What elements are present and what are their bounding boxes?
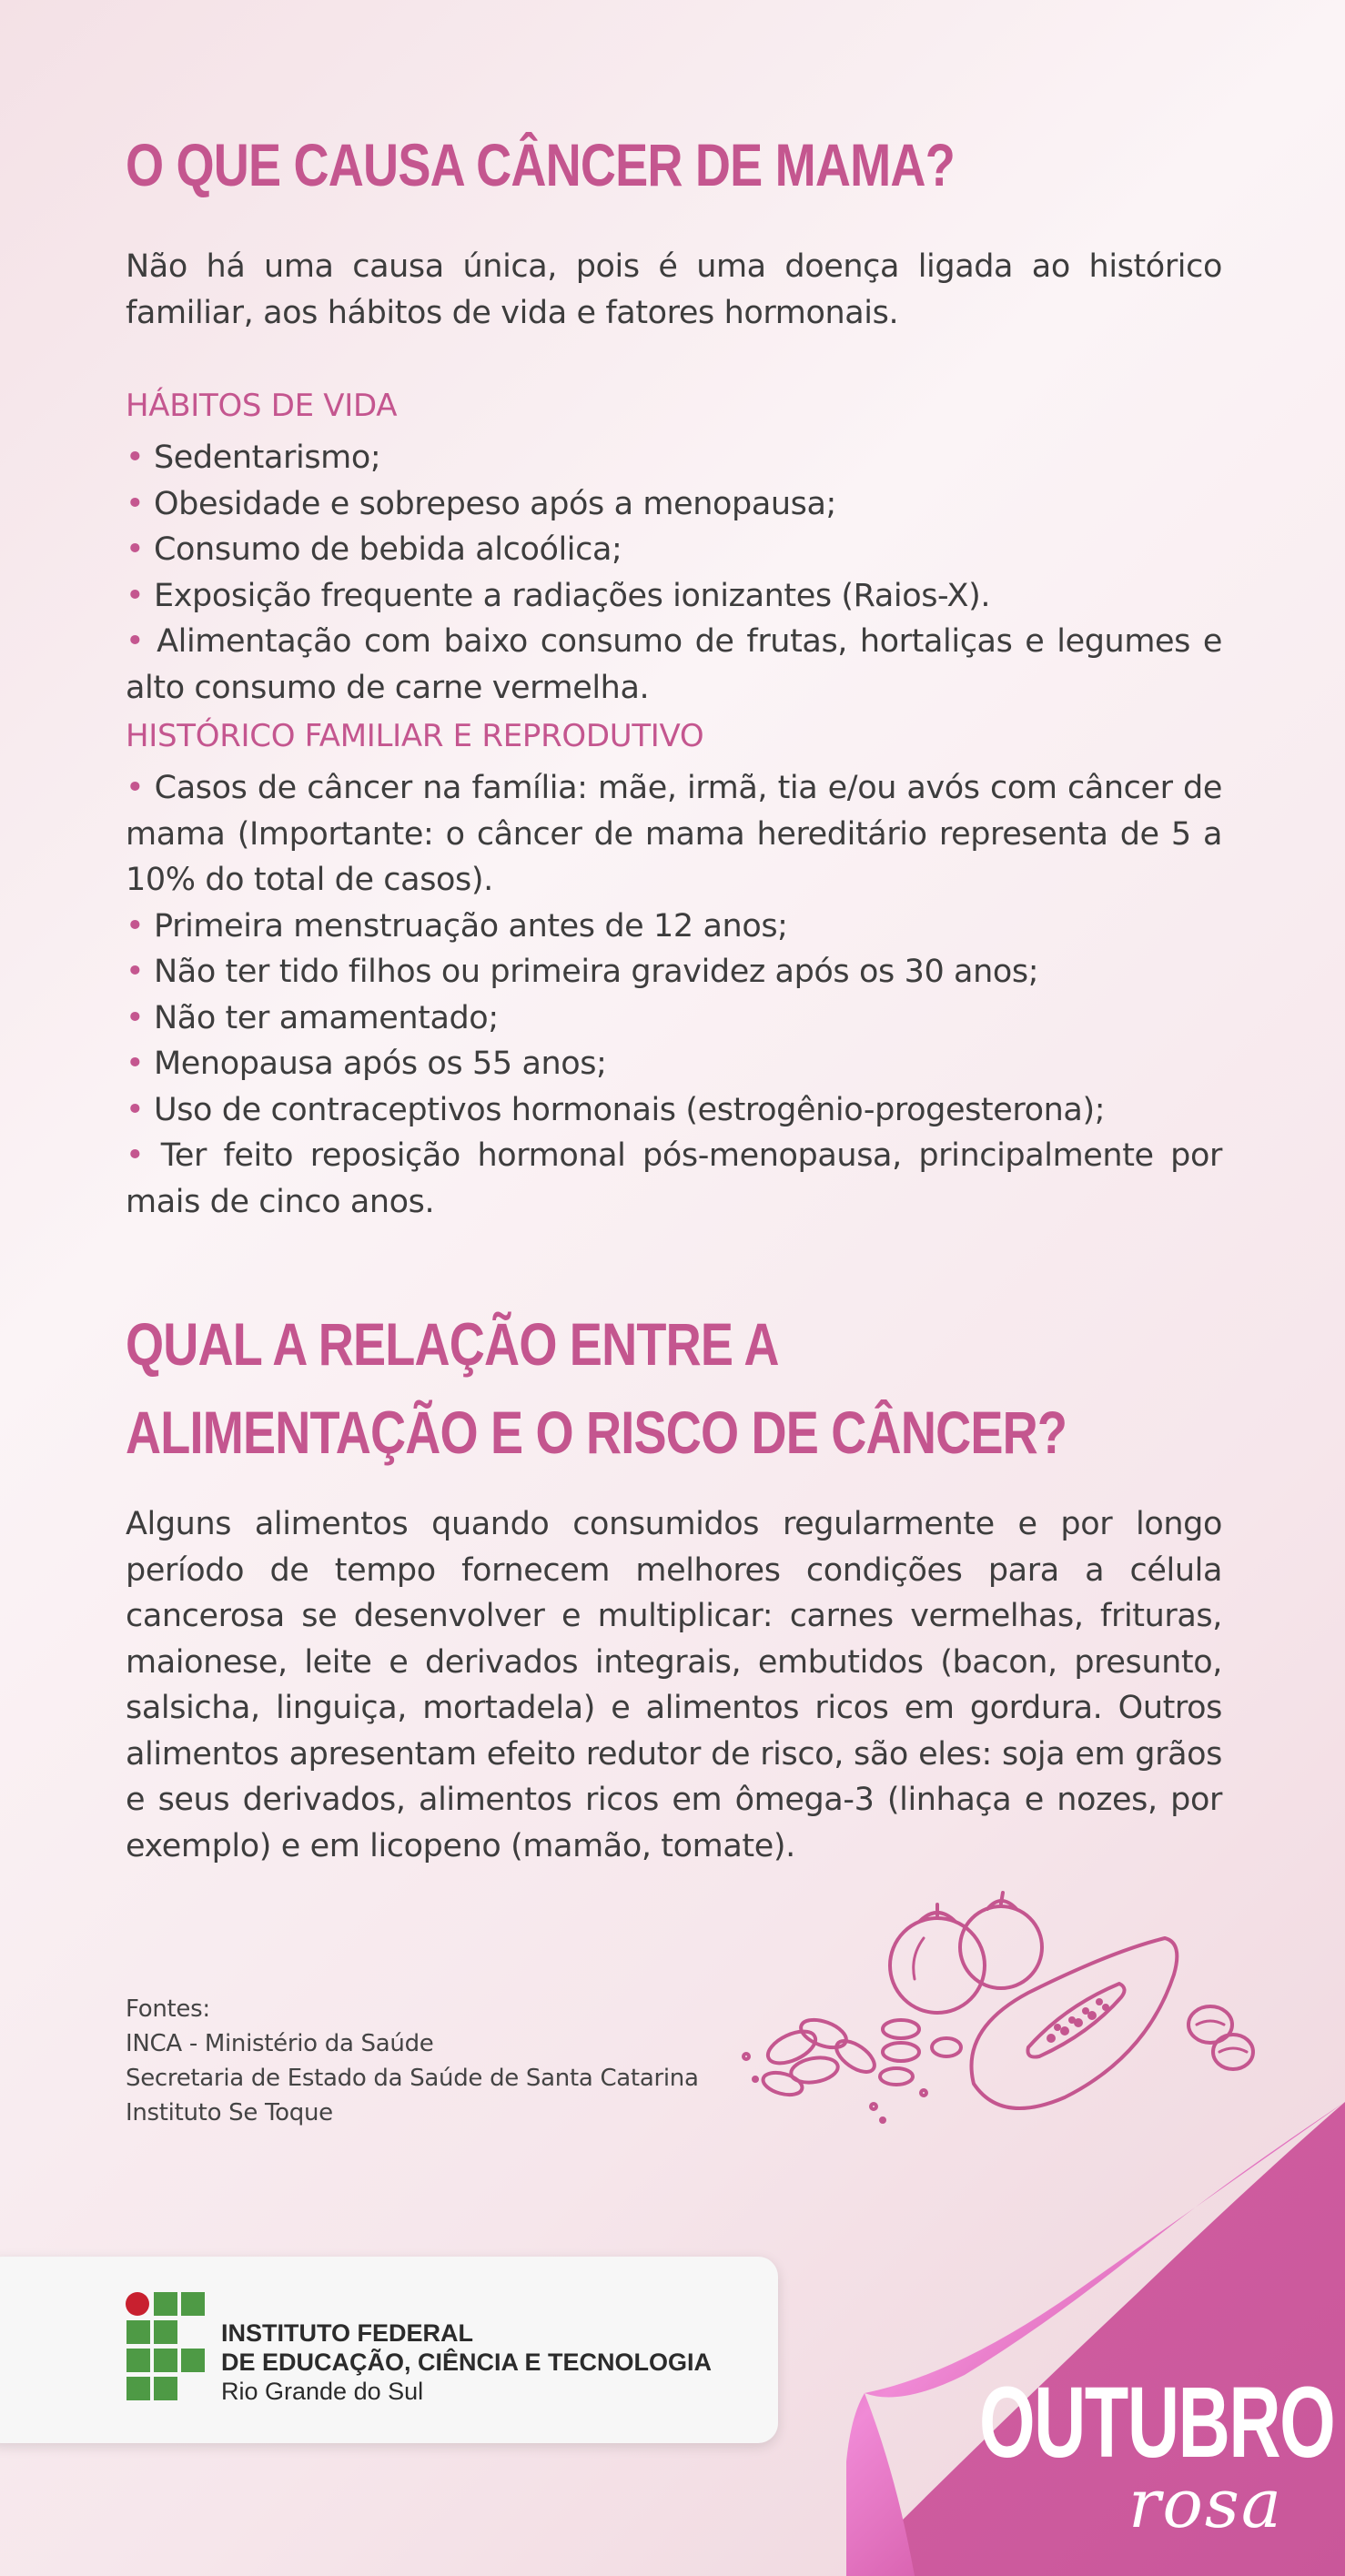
list-item: • Não ter tido filhos ou primeira gravidez após os 30 anos; — [126, 954, 1039, 990]
list-item: • Exposição frequente a radiações ionizantes (Raios-X). — [126, 577, 991, 614]
list-item: • Ter feito reposição hormonal pós-menopausa, principalmente por mais de cinco anos. — [126, 1137, 1222, 1220]
list-item: • Sedentarismo; — [126, 439, 381, 476]
campaign-word-rosa: rosa — [1128, 2465, 1284, 2543]
bullet-icon: • — [126, 907, 154, 945]
habits-heading: HÁBITOS DE VIDA — [126, 388, 398, 424]
section2-title-line1: QUAL A RELAÇÃO ENTRE A — [126, 1310, 779, 1378]
bullet-icon: • — [126, 485, 154, 522]
source-item: INCA - Ministério da Saúde — [126, 2030, 434, 2057]
section2-body: Alguns alimentos quando consumidos regularmente e por longo período de tempo fornecem melhores condições para a célula cancerosa se desenvolver e multiplicar: carnes vermelhas, frituras, maionese, leite e derivados integrais, embutidos (bacon, presunto, salsicha, linguiça, mortadela) e alimentos ricos em gordura. Outros alimentos apresentam efeito redutor de risco, são eles: soja em grãos e seus derivados, alimentos ricos em ômega-3 (linhaça e nozes, por exemplo) e em licopeno (mamão, tomate). — [126, 1506, 1222, 1864]
list-item: • Primeira menstruação antes de 12 anos; — [126, 907, 788, 945]
bullet-icon: • — [126, 1137, 161, 1174]
institution-name — [221, 2318, 712, 2406]
list-item: • Não ter amamentado; — [126, 999, 499, 1036]
list-item: • Consumo de bebida alcoólica; — [126, 531, 622, 568]
list-item: • Menopausa após os 55 anos; — [126, 1046, 607, 1082]
bullet-icon: • — [126, 1091, 154, 1128]
bullet-icon: • — [126, 954, 154, 990]
bullet-icon: • — [126, 531, 154, 568]
list-item: • Casos de câncer na família: mãe, irmã, tia e/ou avós com câncer de mama (Importante: o câncer de mama hereditário representa de 5 a 10% do total de casos). — [126, 770, 1222, 898]
sources-label: Fontes: — [126, 1995, 210, 2023]
bullet-icon: • — [126, 623, 157, 660]
bullet-icon: • — [126, 439, 154, 476]
bullet-icon: • — [126, 770, 155, 806]
section2-title-line2: ALIMENTAÇÃO E O RISCO DE CÂNCER? — [126, 1399, 1067, 1466]
section1-intro: Não há uma causa única, pois é uma doença ligada ao histórico familiar, aos hábitos de vida e fatores hormonais. — [126, 248, 1222, 331]
list-item: • Uso de contraceptivos hormonais (estrogênio-progesterona); — [126, 1091, 1106, 1128]
bullet-icon: • — [126, 1046, 154, 1082]
list-item: • Alimentação com baixo consumo de frutas, hortaliças e legumes e alto consumo de carne vermelha. — [126, 623, 1222, 706]
family-list — [126, 765, 1222, 1225]
source-item: Secretaria de Estado da Saúde de Santa Catarina — [126, 2065, 699, 2092]
family-heading: HISTÓRICO FAMILIAR E REPRODUTIVO — [126, 718, 704, 754]
bullet-icon: • — [126, 999, 154, 1036]
source-item: Instituto Se Toque — [126, 2099, 333, 2126]
institution-line2: DE EDUCAÇÃO, CIÊNCIA E TECNOLOGIA — [221, 2349, 713, 2376]
bullet-icon: • — [126, 577, 154, 614]
habits-list — [126, 435, 1222, 711]
section1-title: O QUE CAUSA CÂNCER DE MAMA? — [126, 131, 955, 198]
institute-logo-icon — [126, 2291, 207, 2402]
campaign-word-outubro: OUTUBRO — [979, 2367, 1335, 2479]
institution-line1: INSTITUTO FEDERAL — [221, 2319, 474, 2347]
institution-line3: Rio Grande do Sul — [221, 2378, 424, 2405]
sources — [126, 1992, 699, 2130]
list-item: • Obesidade e sobrepeso após a menopausa; — [126, 485, 836, 522]
